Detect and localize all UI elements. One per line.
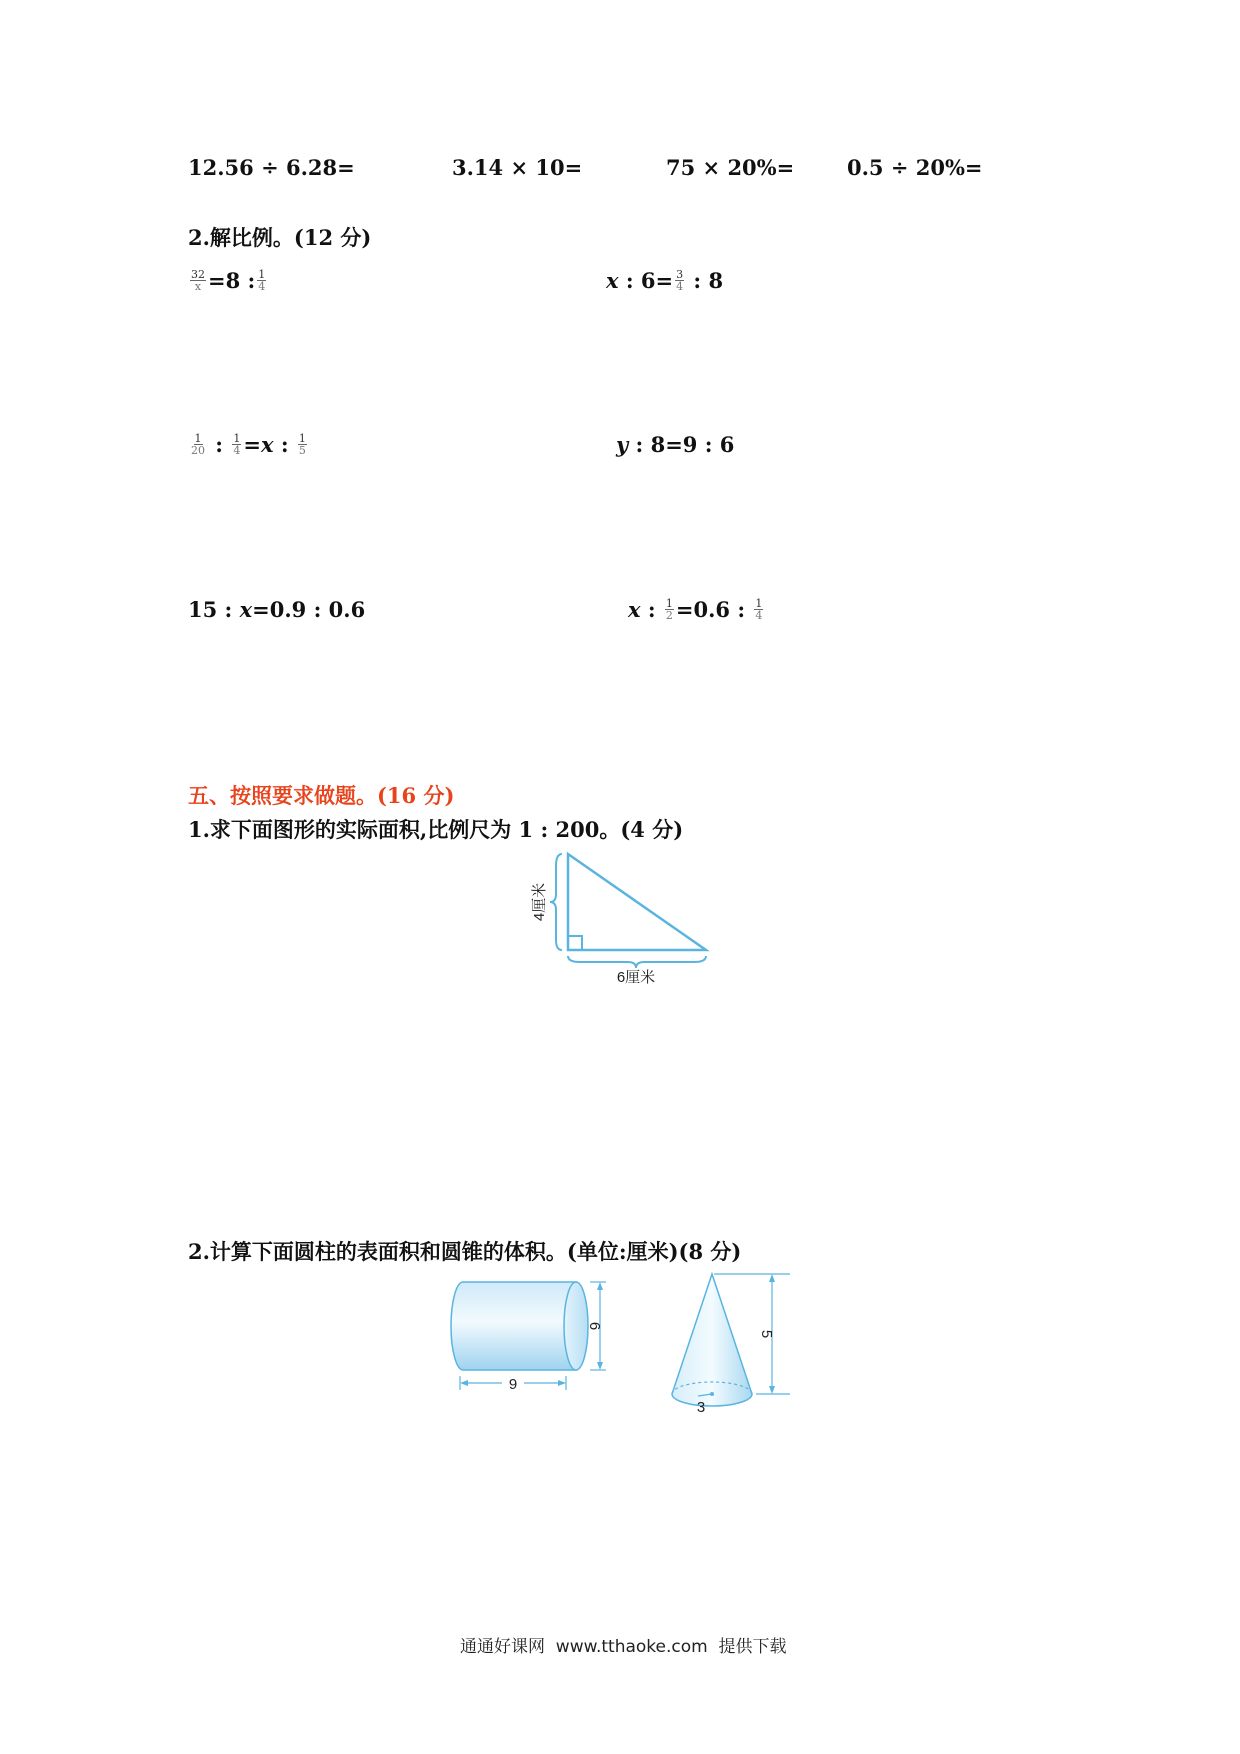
cone-height-label: 5 [758,1329,775,1339]
triangle-base-label: 6厘米 [616,969,656,986]
fraction: $\frac{1}{4}$ [755,597,763,622]
proportion-eq-3: $\frac{1}{20}$ : $\frac{1}{4}$ = x : $\frac{1}{5}$ [191,432,306,457]
proportion-eq-4: y : 8=9 : 6 [616,432,735,457]
cylinder-diameter-label: 6 [586,1321,603,1331]
right-triangle-figure [528,846,718,986]
fraction: $\frac{1}{20}$ [191,432,205,457]
calc-item-3: 75 × 20%= [666,155,795,180]
cone-radius-label: 3 [696,1399,706,1416]
calc-item-2: 3.14 × 10= [452,155,583,180]
calc-item-4: 0.5 ÷ 20%= [847,155,983,180]
cone-figure [660,1266,800,1416]
fraction: $\frac{1}{4}$ [233,432,241,457]
calc-item-1: 12.56 ÷ 6.28= [188,155,355,180]
cylinder-figure [440,1266,620,1396]
cylinder-length-label: 9 [508,1376,518,1393]
q5-1-title: 1.求下面图形的实际面积,比例尺为 1 : 200。(4 分) [188,817,684,842]
q5-2-title: 2.计算下面圆柱的表面积和圆锥的体积。(单位:厘米)(8 分) [188,1239,742,1264]
proportion-eq-5: 15 : x =0.9 : 0.6 [188,597,366,622]
fraction: $\frac{3}{4}$ [676,268,684,293]
fraction: $\frac{1}{5}$ [298,432,306,457]
q2-title: 2.解比例。(12 分) [188,225,372,250]
proportion-eq-2: x : 6= $\frac{3}{4}$ : 8 [606,268,724,293]
footer-source: 通通好课网 www.tthaoke.com 提供下载 [460,1637,787,1657]
section-5-title: 五、按照要求做题。(16 分) [188,783,455,808]
triangle-height-label: 4厘米 [531,882,548,922]
fraction: $\frac{32}{x}$ [191,268,205,293]
proportion-eq-1: $\frac{32}{x}$ =8 : $\frac{1}{4}$ [191,268,266,293]
fraction: $\frac{1}{2}$ [665,597,673,622]
fraction: $\frac{1}{4}$ [258,268,266,293]
proportion-eq-6: x : $\frac{1}{2}$ =0.6 : $\frac{1}{4}$ [628,597,763,622]
